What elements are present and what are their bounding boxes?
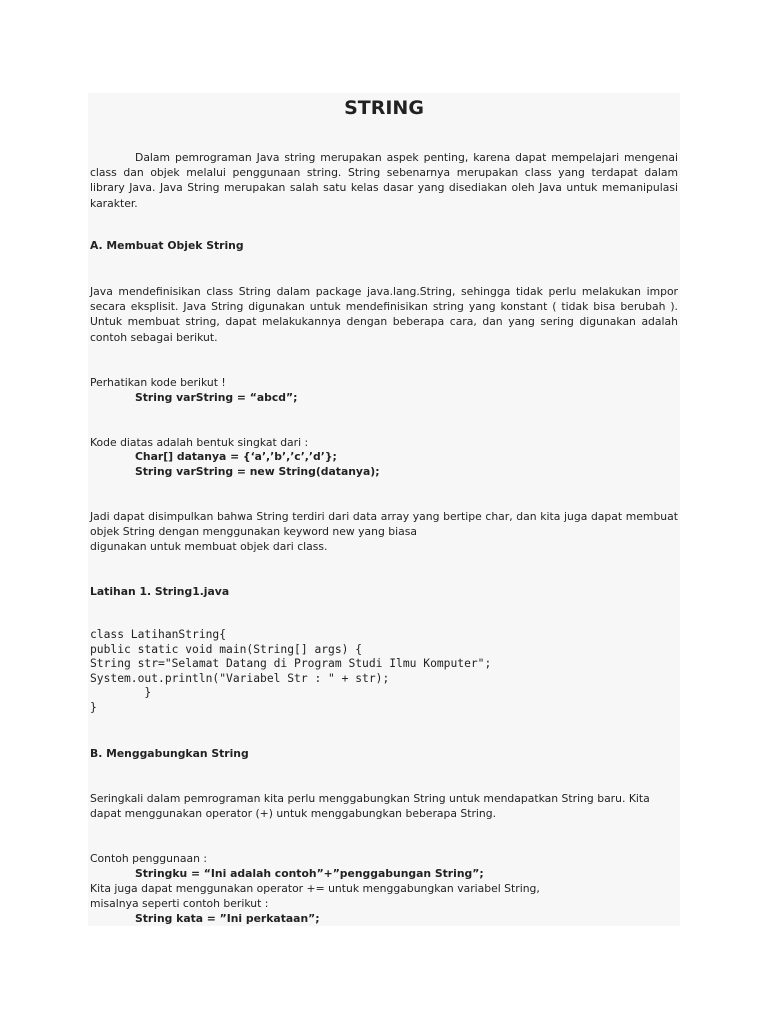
code-line: class LatihanString{ [90,628,227,641]
conclusion-last-line: digunakan untuk membuat objek dari class. [90,540,328,553]
code-line-char-array: Char[] datanya = {‘a’,’b’,’c’,’d’}; [135,450,337,463]
code-line: } [90,686,152,700]
contoh-text: Contoh penggunaan : [90,852,207,865]
code-line: System.out.println("Variabel Str : " + str); [90,671,390,685]
code-line-new-string: String varString = new String(datanya); [135,465,380,478]
code-line-kata: String kata = ”Ini perkataan”; [135,912,320,925]
document-page [88,93,680,926]
page-title: STRING [344,97,424,119]
perhatikan-text: Perhatikan kode berikut ! [90,376,226,389]
code-line: } [90,700,97,714]
intro-paragraph: Dalam pemrograman Java string merupakan aspek penting, karena dapat mempelajari mengenai class dan objek melalui penggunaan string. String sebenarnya merupakan class yang terdapat dalam library Java. Java String merupakan salah satu kelas dasar yang disediakan oleh Java untuk memanipulasi karakter. [90,151,678,210]
code-line: String str="Selamat Datang di Program Studi Ilmu Komputer"; [90,657,492,671]
conclusion-paragraph: Jadi dapat disimpulkan bahwa String terdiri dari data array yang bertipe char, dan kita juga dapat membuat objek String dengan menggunakan keyword new yang biasa [90,510,678,539]
latihan-heading: Latihan 1. String1.java [90,585,230,598]
operator-text: Kita juga dapat menggunakan operator += untuk menggabungkan variabel String, [90,882,540,895]
kode-diatas-text: Kode diatas adalah bentuk singkat dari : [90,436,309,449]
section-b-heading: B. Menggabungkan String [90,747,249,760]
code-block [90,628,678,716]
misalnya-text: misalnya seperti contoh berikut : [90,897,269,910]
code-line: public static void main(String[] args) { [90,642,363,656]
code-line-stringku: Stringku = “Ini adalah contoh”+”penggabungan String”; [135,867,484,880]
section-a-paragraph: Java mendefinisikan class String dalam package java.lang.String, sehingga tidak perlu melakukan impor secara eksplisit. Java String digunakan untuk mendefinisikan string yang konstant ( tidak bisa berubah ). Untuk membuat string, dapat melakukannya dengan beberapa cara, dan yang sering digunakan adalah contoh sebagai berikut. [90,285,678,344]
section-a-heading: A. Membuat Objek String [90,239,244,252]
code-line-varstring: String varString = “abcd”; [135,391,298,404]
section-b-paragraph: Seringkali dalam pemrograman kita perlu menggabungkan String untuk mendapatkan String baru. Kita dapat menggunakan operator (+) untuk menggabungkan beberapa String. [90,792,650,821]
